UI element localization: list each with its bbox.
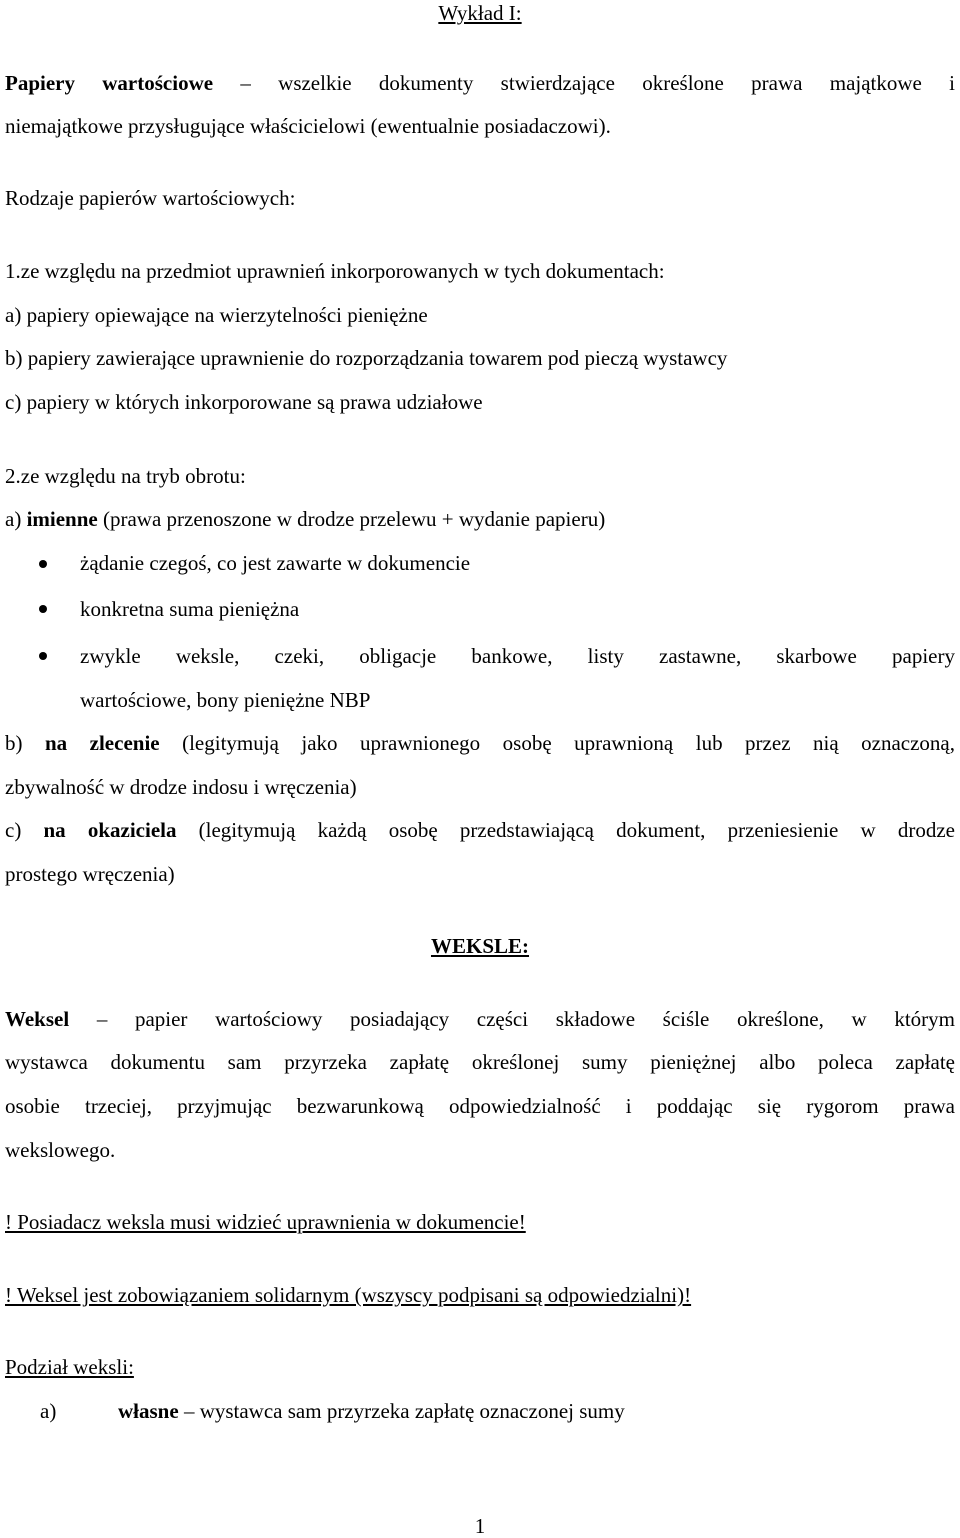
section2-item-a bbox=[5, 507, 605, 531]
section2-heading: 2.ze względu na tryb obrotu: bbox=[5, 464, 246, 488]
section1-item-b: b) papiery zawierające uprawnienie do rozporządzania towarem pod pieczą wystawcy bbox=[5, 346, 728, 370]
definition-line-1 bbox=[5, 71, 955, 95]
weksel-definition-line-1-rest: – papier wartościowy posiadający części składowe ściśle określone, w którym bbox=[69, 1007, 955, 1031]
division-item-a-term: własne bbox=[118, 1399, 179, 1423]
note-1 bbox=[5, 1210, 526, 1234]
weksel-definition-line-2: wystawca dokumentu sam przyrzeka zapłatę określonej sumy pieniężnej albo poleca zapłatę bbox=[5, 1050, 955, 1074]
section1-item-a: a) papiery opiewające na wierzytelności pieniężne bbox=[5, 303, 428, 327]
weksel-definition-line-1 bbox=[5, 1007, 955, 1031]
section2-item-c-rest: (legitymują każdą osobę przedstawiającą dokument, przeniesienie w drodze bbox=[176, 818, 955, 842]
weksle-heading-text: WEKSLE: bbox=[430, 934, 530, 958]
section2-item-b-prefix: b) bbox=[5, 731, 45, 755]
section2-item-b bbox=[5, 731, 955, 755]
section2-item-c-continuation: prostego wręczenia) bbox=[5, 862, 175, 886]
section1-heading: 1.ze względu na przedmiot uprawnień inkorporowanych w tych dokumentach: bbox=[5, 259, 665, 283]
types-heading: Rodzaje papierów wartościowych: bbox=[5, 186, 296, 210]
page-number: 1 bbox=[474, 1514, 486, 1538]
note-2-text: ! Weksel jest zobowiązaniem solidarnym (wszyscy podpisani są odpowiedzialni)! bbox=[5, 1283, 692, 1307]
section2-item-c-term: na okaziciela bbox=[43, 818, 177, 842]
division-heading-text: Podział weksli: bbox=[5, 1355, 134, 1379]
section2-item-c-prefix: c) bbox=[5, 818, 44, 842]
definition-term: Papiery wartościowe bbox=[5, 71, 214, 95]
bullet-dot-2 bbox=[39, 605, 47, 613]
bullet-item-3-continuation: wartościowe, bony pieniężne NBP bbox=[80, 688, 371, 712]
bullet-item-2: konkretna suma pieniężna bbox=[80, 597, 300, 621]
weksel-term: Weksel bbox=[5, 1007, 70, 1031]
division-item-a-label: a) bbox=[40, 1399, 57, 1423]
section2-item-b-term: na zlecenie bbox=[44, 731, 160, 755]
section2-item-b-rest: (legitymują jako uprawnionego osobę uprawnioną lub przez nią oznaczoną, bbox=[159, 731, 955, 755]
weksle-heading bbox=[0, 934, 960, 958]
bullet-item-3: zwykle weksle, czeki, obligacje bankowe, listy zastawne, skarbowe papiery bbox=[80, 644, 955, 668]
section2-item-a-rest: (prawa przenoszone w drodze przelewu + wydanie papieru) bbox=[97, 507, 606, 531]
division-item-a bbox=[118, 1399, 625, 1423]
bullet-item-1: żądanie czegoś, co jest zawarte w dokumencie bbox=[80, 551, 471, 575]
section2-item-b-continuation: zbywalność w drodze indosu i wręczenia) bbox=[5, 775, 357, 799]
note-2 bbox=[5, 1283, 691, 1307]
section2-item-a-prefix: a) bbox=[5, 507, 27, 531]
division-heading bbox=[5, 1355, 134, 1379]
definition-line-1-rest: – wszelkie dokumenty stwierdzające określone prawa majątkowe i bbox=[213, 71, 955, 95]
weksel-definition-line-3: osobie trzeciej, przyjmując bezwarunkową odpowiedzialność i poddając się rygorom prawa bbox=[5, 1094, 955, 1118]
division-item-a-rest: – wystawca sam przyrzeka zapłatę oznaczonej sumy bbox=[178, 1399, 625, 1423]
page-title-text: Wykład I: bbox=[438, 1, 522, 25]
section2-item-a-term: imienne bbox=[26, 507, 98, 531]
section2-item-c bbox=[5, 818, 955, 842]
definition-line-2: niemajątkowe przysługujące właścicielowi (ewentualnie posiadaczowi). bbox=[5, 114, 611, 138]
page-title bbox=[0, 1, 960, 25]
note-1-text: ! Posiadacz weksla musi widzieć uprawnienia w dokumencie! bbox=[5, 1210, 526, 1234]
weksel-definition-line-4: wekslowego. bbox=[5, 1138, 116, 1162]
bullet-dot-1 bbox=[39, 560, 47, 568]
section1-item-c: c) papiery w których inkorporowane są prawa udziałowe bbox=[5, 390, 483, 414]
bullet-dot-3 bbox=[39, 652, 47, 660]
